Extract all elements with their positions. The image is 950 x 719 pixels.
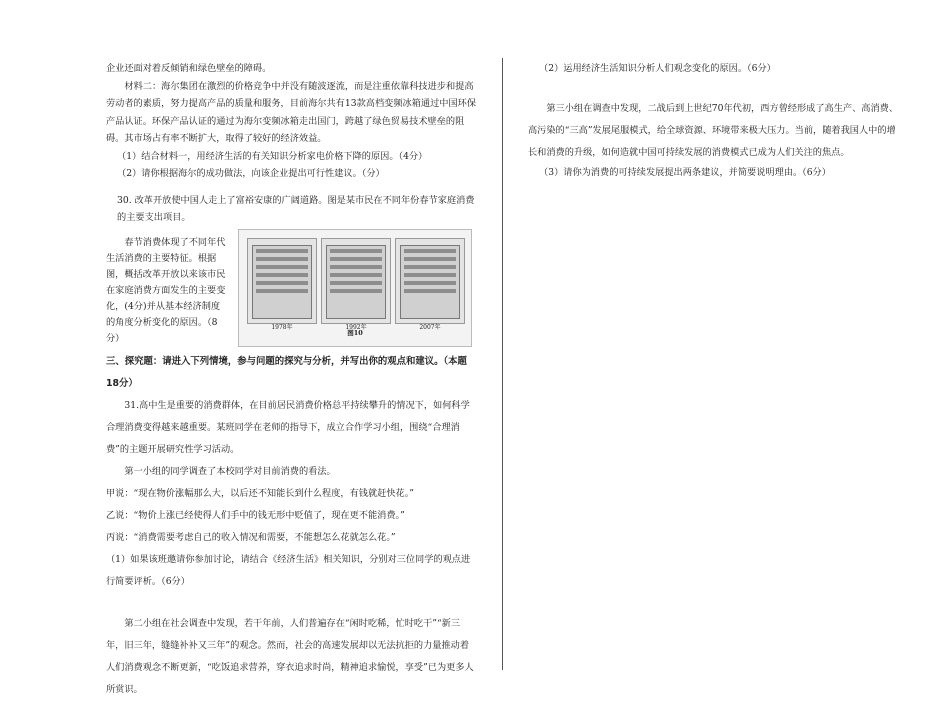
question-31-intro: 31.高中生是重要的消费群体，在目前居民消费价格总平持续攀升的情况下，如何科学合理消费变得越来越重要。某班同学在老师的指导下，成立合作学习小组，围绕“合理消费”的主题开展研究性学习活动。 — [106, 399, 470, 455]
left-column — [106, 60, 478, 701]
question-31-2: （2）运用经济生活知识分析人们观念变化的原因。（6分） — [539, 63, 776, 74]
column-divider — [502, 58, 503, 670]
year-label: 1978年 — [271, 324, 293, 331]
question-30-row — [106, 229, 478, 347]
year-label: 1992年 — [345, 324, 367, 331]
group-one-text: 第一小组的同学调查了本校同学对目前消费的看法。 — [124, 465, 336, 477]
spacer — [106, 593, 478, 613]
student-jia: 甲说：“现在物价涨幅那么大，以后还不知能长到什么程度，有钱就赶快花。” — [106, 487, 414, 499]
question-30-body: 春节消费体现了不同年代生活消费的主要特征。根据图，概括改革开放以来该市民在家庭消费方面发生的主要变化，(4分)并从基本经济制度的角度分析变化的原因。（8分） — [106, 236, 226, 344]
question-29-1: （1）结合材料一，用经济生活的有关知识分析家电价格下降的原因。（4分） — [117, 150, 428, 162]
group-two-text: 第二小组在社会调查中发现，若干年前，人们普遍存在“闲时吃稀，忙时吃干”“新三年，旧三年，缝缝补补又三年”的观念。然而，社会的高速发展却以无法抗拒的力量推动着人们消费观念不断更新，“吃饭追求营养，穿衣追求时尚，精神追求愉悦，享受”已为更多人所赏识。 — [106, 617, 474, 695]
receipt-card-1978 — [247, 238, 317, 331]
material-two: 材料二：海尔集团在激烈的价格竞争中并没有随波逐流，而是注重依靠科技进步和提高劳动者的素质，努力提高产品的质量和服务，目前海尔共有13款高档变频冰箱通过中国环保产品认证。环保产品认证的通过为海尔变频冰箱走出国门，跨越了绿色贸易技术壁垒的阻碍。其市场占有率不断扩大，取得了较好的经济效益。 — [106, 80, 477, 144]
year-label: 2007年 — [419, 324, 441, 331]
receipt-card-2007 — [395, 238, 465, 331]
spacer — [106, 183, 478, 192]
group-three-text: 第三小组在调查中发现，二战后到上世纪70年代初，西方曾经形成了高生产、高消费、高污染的“三高”发展尾服模式，给全球资源、环境带来极大压力。当前，随着我国人中的增长和消费的升级，如何造就中国可持续发展的消费模式已成为人们关注的焦点。 — [528, 102, 899, 158]
student-bing: 丙说：“消费需要考虑自己的收入情况和需要，不能想怎么花就怎么花。” — [106, 531, 396, 543]
spacer — [528, 78, 900, 98]
question-30-intro: 30. 改革开放使中国人走上了富裕安康的广阔道路。图是某市民在不同年份春节家庭消费的主要支出项目。 — [117, 194, 475, 223]
question-29-2: （2）请你根据海尔的成功做法，向该企业提出可行性建议。（分） — [117, 168, 385, 179]
figure-10 — [238, 229, 472, 347]
student-yi: 乙说：“物价上涨已经使得人们手中的钱无形中贬值了，现在更不能消费。” — [106, 509, 405, 521]
question-31-3: （3）请你为消费的可持续发展提出两条建议，并简要说明理由。（6分） — [539, 166, 831, 178]
figure-caption: 图10 — [347, 329, 363, 337]
question-31-1: （1）如果该班邀请你参加讨论，请结合《经济生活》相关知识，分别对三位同学的观点进行简要评析。（6分） — [106, 553, 471, 587]
right-column — [528, 60, 900, 181]
receipt-card-1992 — [321, 238, 391, 331]
section-three-title: 三、探究题：请进入下列情境，参与问题的探究与分析，并写出你的观点和建议。（本题18分） — [106, 355, 467, 389]
paragraph-barriers: 企业还面对着反倾销和绿色壁垒的障碍。 — [106, 63, 272, 74]
